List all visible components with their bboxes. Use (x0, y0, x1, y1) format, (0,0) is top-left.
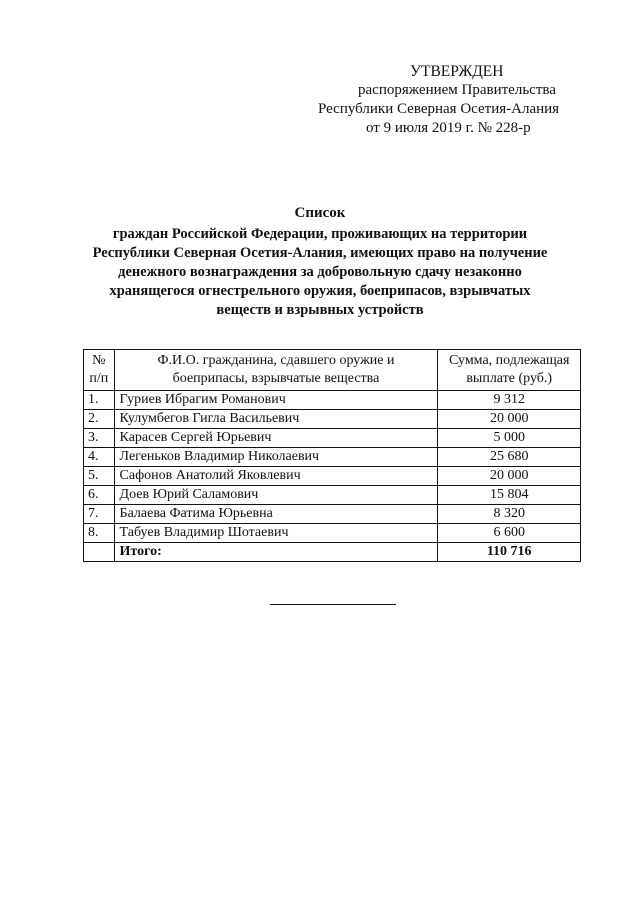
header-number (84, 350, 115, 391)
row-number: 8. (84, 524, 115, 543)
title-line-4: хранящегося огнестрельного оружия, боеприпасов, взрывчатых (109, 283, 531, 299)
row-name: Гуриев Ибрагим Романович (114, 391, 438, 410)
row-sum: 9 312 (438, 391, 581, 410)
row-sum: 6 600 (438, 524, 581, 543)
title-line-3: денежного вознаграждения за добровольную сдачу незаконно (118, 264, 522, 280)
header-name-line-2: боеприпасы, взрывчатые вещества (172, 371, 380, 386)
header-number-line-1: № (92, 353, 106, 368)
row-name: Кулумбегов Гигла Васильевич (114, 410, 438, 429)
approval-line-1: распоряжением Правительства (358, 82, 556, 98)
table-row (84, 391, 581, 410)
header-name (114, 350, 438, 391)
table-row (84, 524, 581, 543)
row-name: Карасев Сергей Юрьевич (114, 429, 438, 448)
row-sum: 15 804 (438, 486, 581, 505)
table-row (84, 467, 581, 486)
header-name-line-1: Ф.И.О. гражданина, сдавшего оружие и (157, 353, 395, 368)
row-number: 3. (84, 429, 115, 448)
row-number: 2. (84, 410, 115, 429)
title-main: Список (294, 205, 346, 221)
row-name: Доев Юрий Саламович (114, 486, 438, 505)
title-line-5: веществ и взрывных устройств (216, 302, 424, 318)
row-number: 1. (84, 391, 115, 410)
table-row (84, 410, 581, 429)
table-total-row (84, 543, 581, 562)
table-header-row (84, 350, 581, 391)
row-sum: 5 000 (438, 429, 581, 448)
row-name: Балаева Фатима Юрьевна (114, 505, 438, 524)
closing-divider (270, 604, 396, 605)
title-line-1: граждан Российской Федерации, проживающих на территории (112, 226, 528, 242)
approval-stamp (300, 62, 590, 138)
recipients-table (83, 349, 581, 562)
row-number: 5. (84, 467, 115, 486)
row-sum: 20 000 (438, 410, 581, 429)
table-row (84, 448, 581, 467)
row-number: 4. (84, 448, 115, 467)
header-sum (438, 350, 581, 391)
header-sum-line-1: Сумма, подлежащая (449, 353, 570, 368)
row-number: 6. (84, 486, 115, 505)
row-number: 7. (84, 505, 115, 524)
approval-date-line: от 9 июля 2019 г. № 228-р (366, 120, 531, 136)
table-row (84, 505, 581, 524)
total-label: Итого: (114, 543, 438, 562)
approval-line-2: Республики Северная Осетия-Алания (318, 101, 560, 117)
total-sum: 110 716 (438, 543, 581, 562)
title-line-2: Республики Северная Осетия-Алания, имеющих право на получение (92, 245, 548, 261)
row-sum: 20 000 (438, 467, 581, 486)
header-sum-line-2: выплате (руб.) (466, 371, 553, 386)
header-number-line-2: п/п (89, 371, 109, 386)
row-name: Табуев Владимир Шотаевич (114, 524, 438, 543)
row-sum: 25 680 (438, 448, 581, 467)
total-number-cell (84, 543, 115, 562)
approval-heading: УТВЕРЖДЕН (410, 63, 504, 80)
row-sum: 8 320 (438, 505, 581, 524)
table-row (84, 429, 581, 448)
row-name: Сафонов Анатолий Яковлевич (114, 467, 438, 486)
row-name: Легеньков Владимир Николаевич (114, 448, 438, 467)
document-title (60, 204, 580, 320)
table-row (84, 486, 581, 505)
